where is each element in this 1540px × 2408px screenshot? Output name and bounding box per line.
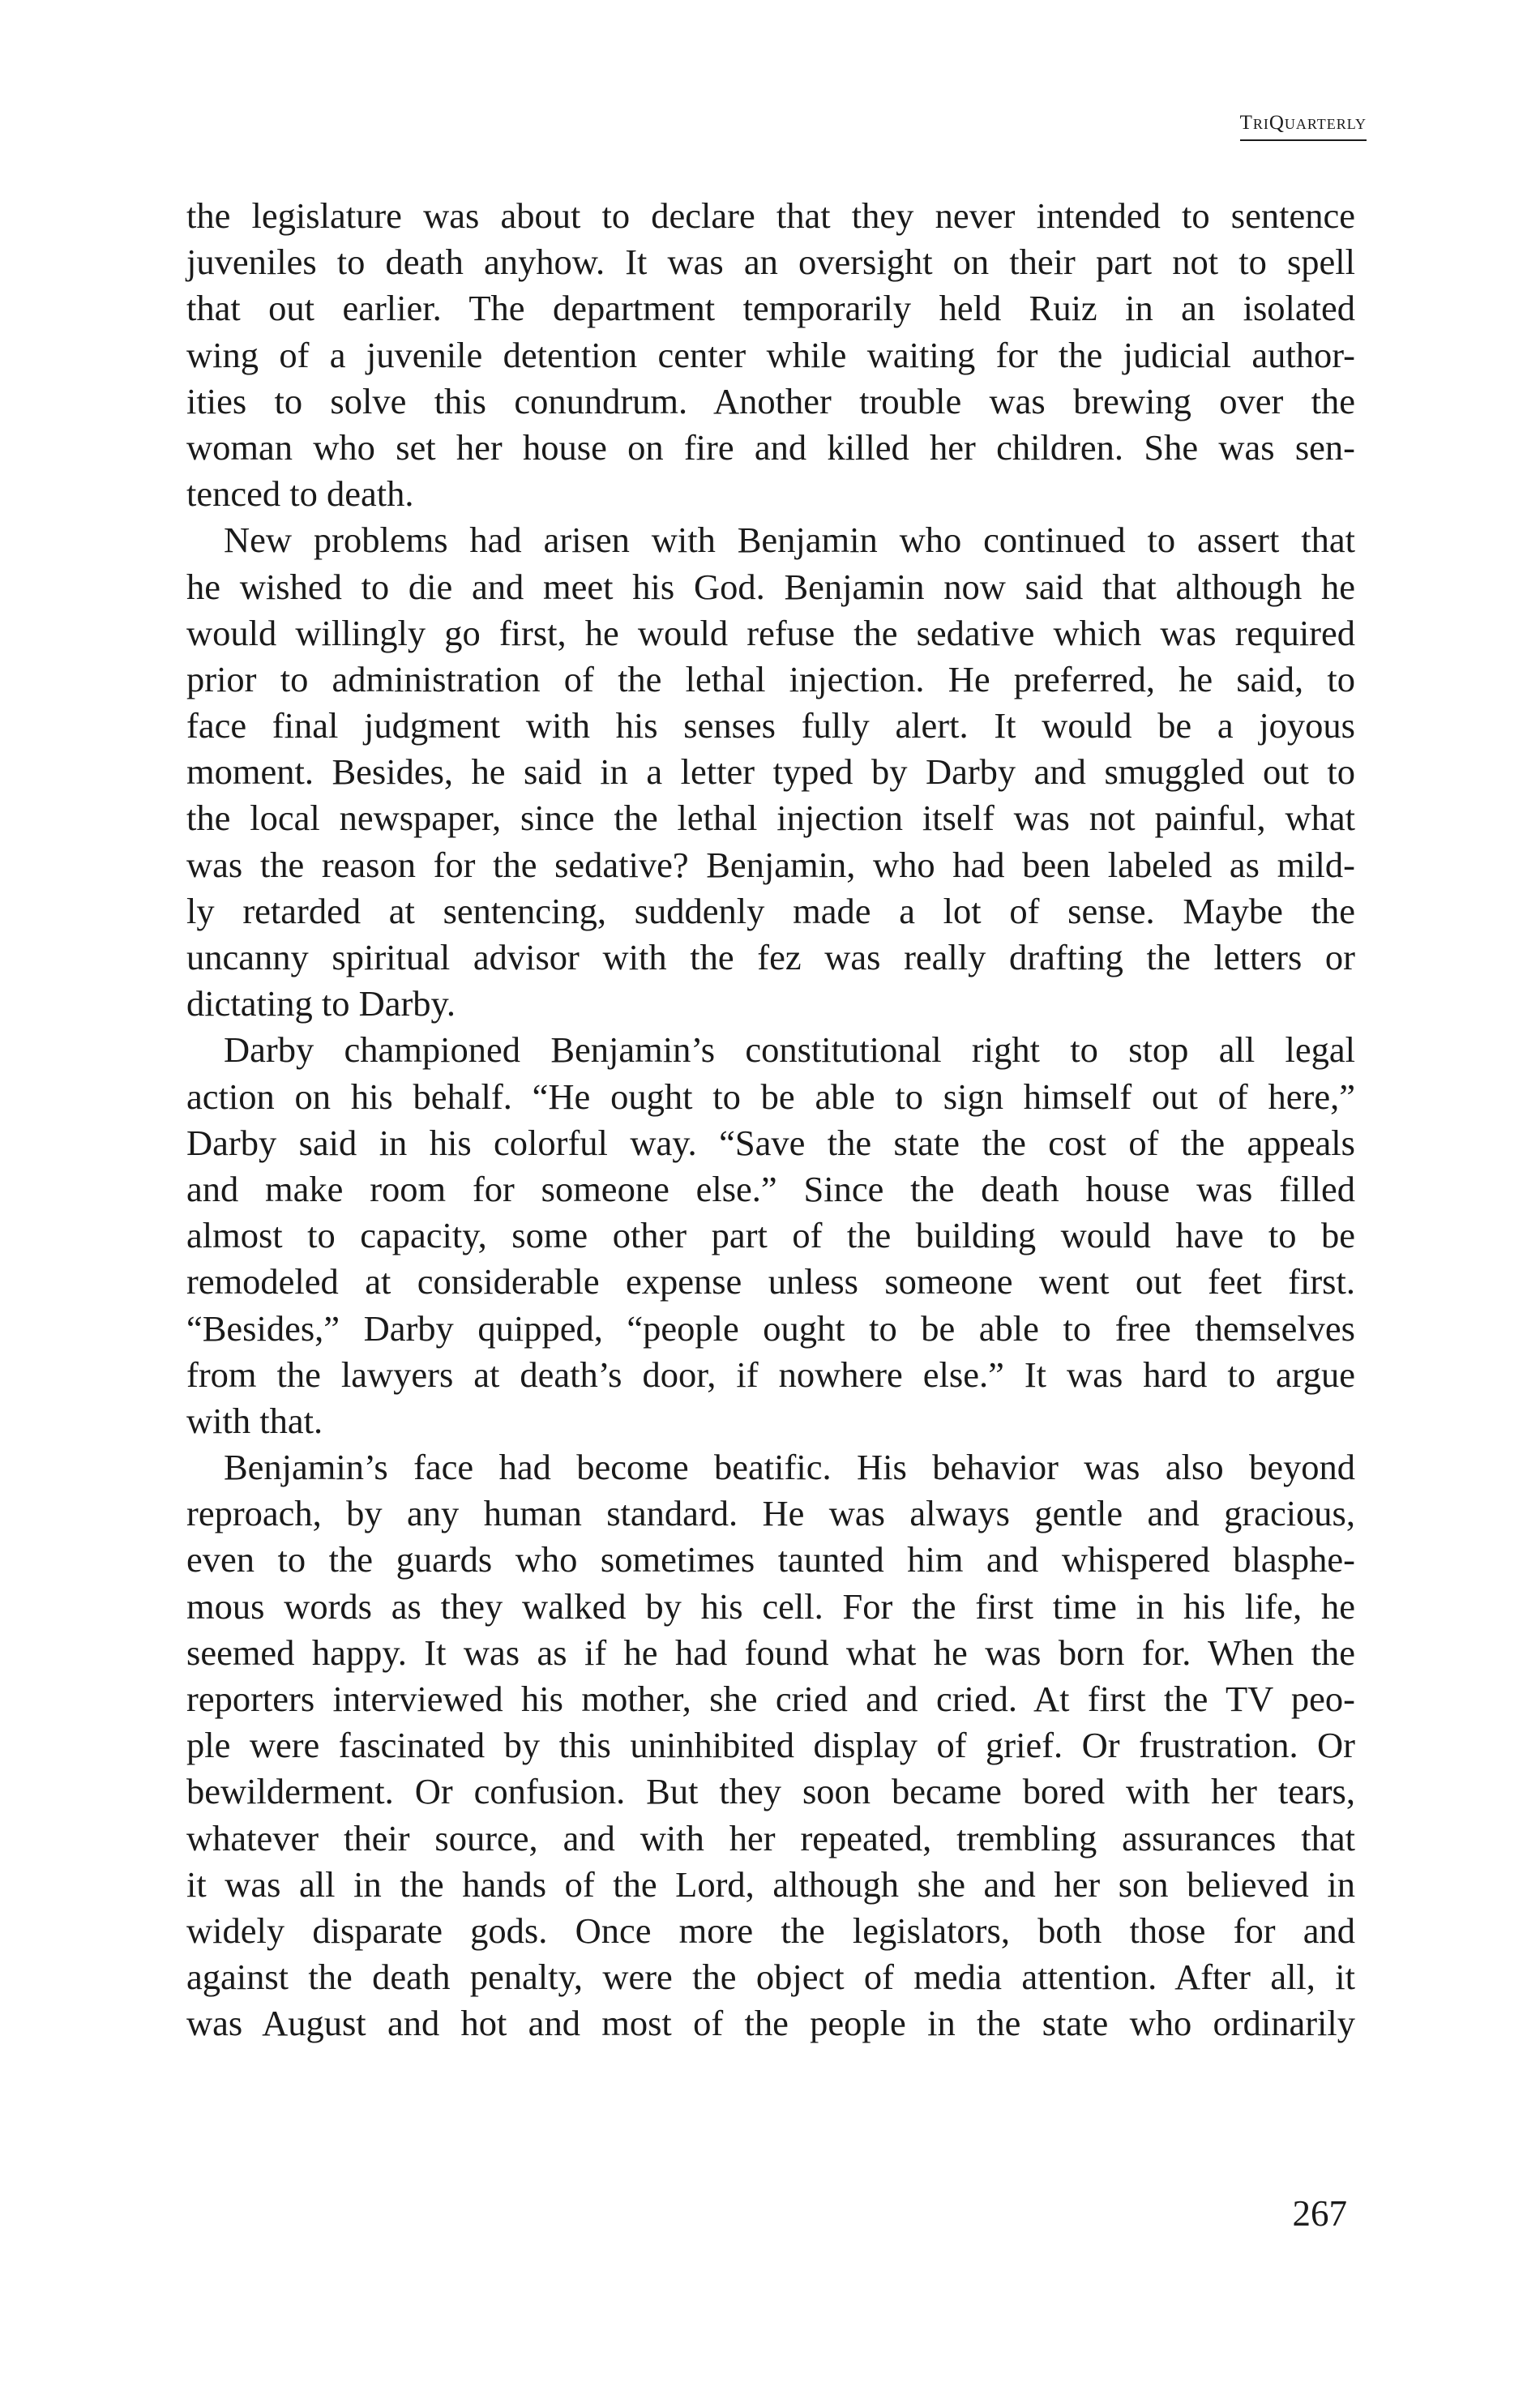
text-line: tenced to death. — [186, 473, 414, 515]
text-line: with that. — [186, 1400, 323, 1441]
text-line: remodeled at considerable expense unless someone went out feet first. — [186, 1261, 1355, 1302]
text-line: against the death penalty, were the object of media attention. After all, it — [186, 1957, 1355, 1998]
text-line: uncanny spiritual advisor with the fez was really drafting the letters or — [186, 937, 1355, 977]
page-number: 267 — [1292, 2193, 1347, 2234]
text-line: he wished to die and meet his God. Benjamin now said that although he — [186, 566, 1355, 607]
text-line: almost to capacity, some other part of the building would have to be — [186, 1215, 1355, 1256]
text-line: it was all in the hands of the Lord, although she and her son believed in — [186, 1863, 1355, 1905]
text-line: whatever their source, and with her repeated, trembling assurances that — [186, 1817, 1355, 1858]
text-line: “Besides,” Darby quipped, “people ought to be able to free themselves — [186, 1307, 1355, 1349]
text-line: and make room for someone else.” Since the death house was filled — [186, 1168, 1355, 1209]
text-line: New problems had arisen with Benjamin who continued to assert that — [224, 520, 1355, 561]
text-line: reporters interviewed his mother, she cried and cried. At first the TV peo- — [186, 1679, 1355, 1719]
text-line: Darby said in his colorful way. “Save the state the cost of the appeals — [186, 1122, 1355, 1163]
text-line: bewilderment. Or confusion. But they soon became bored with her tears, — [186, 1771, 1355, 1812]
text-line: would willingly go first, he would refuse the sedative which was required — [186, 612, 1355, 653]
text-line: ities to solve this conundrum. Another trouble was brewing over the — [186, 380, 1355, 421]
text-line: the legislature was about to declare that they never intended to sentence — [186, 195, 1355, 236]
text-line: face final judgment with his senses fully alert. It would be a joyous — [186, 705, 1355, 746]
body-text — [186, 193, 1355, 2047]
text-line: mous words as they walked by his cell. For the first time in his life, he — [186, 1585, 1355, 1627]
text-line: from the lawyers at death’s door, if nowhere else.” It was hard to argue — [186, 1354, 1355, 1395]
text-line: ly retarded at sentencing, suddenly made a lot of sense. Maybe the — [186, 890, 1355, 931]
text-line: woman who set her house on fire and killed her children. She was sen- — [186, 426, 1355, 468]
text-line: prior to administration of the lethal injection. He preferred, he said, to — [186, 658, 1355, 699]
text-line: even to the guards who sometimes taunted him and whispered blasphe- — [186, 1539, 1355, 1580]
text-line: Benjamin’s face had become beatific. His behavior was also beyond — [224, 1447, 1355, 1488]
text-line: wing of a juvenile detention center while waiting for the judicial author- — [186, 334, 1355, 375]
text-line: was the reason for the sedative? Benjamin, who had been labeled as mild- — [186, 844, 1355, 885]
running-head: TriQuarterly — [1240, 112, 1367, 141]
text-line: ple were fascinated by this uninhibited display of grief. Or frustration. Or — [186, 1725, 1355, 1766]
text-line: seemed happy. It was as if he had found what he was born for. When the — [186, 1632, 1355, 1673]
text-line: widely disparate gods. Once more the legislators, both those for and — [186, 1910, 1355, 1951]
text-line: the local newspaper, since the lethal injection itself was not painful, what — [186, 798, 1355, 839]
text-line: juveniles to death anyhow. It was an oversight on their part not to spell — [186, 242, 1355, 283]
text-line: that out earlier. The department temporarily held Ruiz in an isolated — [186, 288, 1355, 329]
text-line: reproach, by any human standard. He was always gentle and gracious, — [186, 1493, 1355, 1534]
text-line: was August and hot and most of the people in the state who ordinarily — [186, 2003, 1355, 2044]
text-line: dictating to Darby. — [186, 983, 456, 1024]
text-line: Darby championed Benjamin’s constitutional right to stop all legal — [224, 1029, 1355, 1071]
text-line: moment. Besides, he said in a letter typed by Darby and smuggled out to — [186, 751, 1355, 793]
text-line: action on his behalf. “He ought to be able to sign himself out of here,” — [186, 1076, 1355, 1117]
